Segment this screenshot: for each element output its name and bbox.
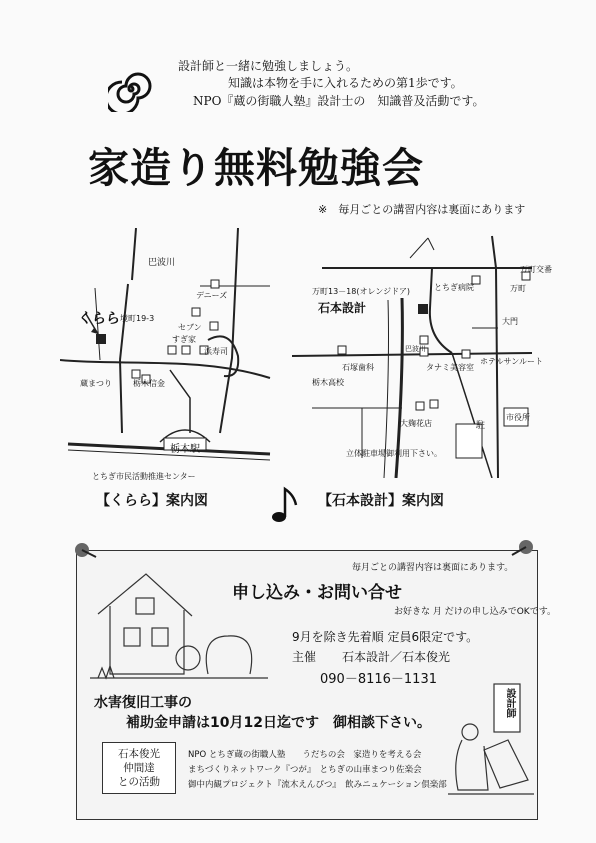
group-line-1: NPO とちぎ蔵の街職人塾 うだちの会 家造りを考える会 <box>188 750 422 760</box>
panel-phone: 090－8116－1131 <box>320 672 437 687</box>
group-line-3: 御中内観プロジェクト『流木えんぴつ』 飲みニュケーション倶楽部 <box>188 780 447 790</box>
label-tochigi-hospital: とちぎ病院 <box>434 283 474 292</box>
panel-monthly-note: 毎月ごとの講習内容は裏面にあります。 <box>352 563 514 573</box>
designer-illustration <box>448 680 534 800</box>
spiral-icon <box>108 66 154 112</box>
label-address: 万町13－18(オレンジドア) <box>312 287 410 296</box>
intro-line-2: 知識は本物を手に入れるための第1歩です。 <box>228 76 463 90</box>
activity-box <box>102 742 176 794</box>
label-manmachi: 万町 <box>510 284 526 293</box>
flood-line-1: 水害復旧工事の <box>94 695 192 711</box>
panel-host-value: 石本設計／石本俊光 <box>342 650 451 664</box>
label-tochigi-shinkin: 栃木信金 <box>133 379 165 388</box>
music-note-icon <box>270 485 300 525</box>
label-dennys: デニーズ <box>196 291 228 300</box>
label-kuramatsuri: 蔵まつり <box>80 379 112 388</box>
monthly-note: ※ 毎月ごとの講習内容は裏面にあります <box>318 203 526 216</box>
label-kurara-address: 境町19-3 <box>120 314 155 323</box>
label-river-right: 巴波川 <box>405 345 426 353</box>
label-ishizuka: 石塚歯科 <box>342 363 374 372</box>
flood-line-2: 補助金申請は10月12日迄です 御相談下さい。 <box>126 715 431 731</box>
panel-capacity: 9月を除き先着順 定員6限定です。 <box>292 630 479 644</box>
panel-ok-note: お好きな 月 だけの申し込みでOKです。 <box>394 607 556 617</box>
label-kurara: くらら <box>78 311 120 327</box>
label-onda: 大麹花店 <box>400 419 432 428</box>
label-station: 栃木駅 <box>170 444 200 455</box>
label-hotel: ホテルサンルート <box>480 357 543 366</box>
label-parking-note: 立体駐車場御利用下さい。 <box>346 449 442 458</box>
group-line-2: まちづくりネットワーク『つが』 とちぎの山車まつり佐楽会 <box>188 765 422 775</box>
label-ishimoto: 石本設計 <box>318 301 367 315</box>
box-line-3: との活動 <box>118 776 160 788</box>
box-line-1: 石本俊光 <box>118 748 160 760</box>
intro-line-1: 設計師と一緒に勉強しましょう。 <box>178 59 359 73</box>
box-line-2: 仲間達 <box>123 762 155 774</box>
page-title: 家造り無料勉強会 <box>88 144 424 192</box>
panel-host-label: 主催 <box>292 650 317 664</box>
house-illustration <box>88 566 278 686</box>
panel-title: 申し込み・お問い合せ <box>232 583 402 603</box>
label-tochigi-koko: 栃木高校 <box>312 378 344 387</box>
label-sugiya: すぎ家 <box>172 335 196 344</box>
caption-ishimoto: 【石本設計】案内図 <box>318 493 444 509</box>
label-center: とちぎ市民活動推進センター <box>92 472 196 481</box>
sign-label: 設計師 <box>504 688 515 718</box>
label-seven: セブン <box>178 323 202 332</box>
label-tanami: タナミ美容室 <box>426 363 474 372</box>
label-city-hall: 市役所 <box>506 413 530 422</box>
label-otoriya: 大門 <box>502 317 518 326</box>
label-hamazushi: 浜寿司 <box>204 347 228 356</box>
label-river-left: 巴波川 <box>148 258 176 268</box>
intro-line-3: NPO『蔵の街職人塾』設計士の 知識普及活動です。 <box>193 94 485 108</box>
caption-kurara: 【くらら】案内図 <box>96 493 208 509</box>
label-parking: 駐 <box>476 421 486 431</box>
label-manmachi-koban: 万町交番 <box>520 265 552 274</box>
